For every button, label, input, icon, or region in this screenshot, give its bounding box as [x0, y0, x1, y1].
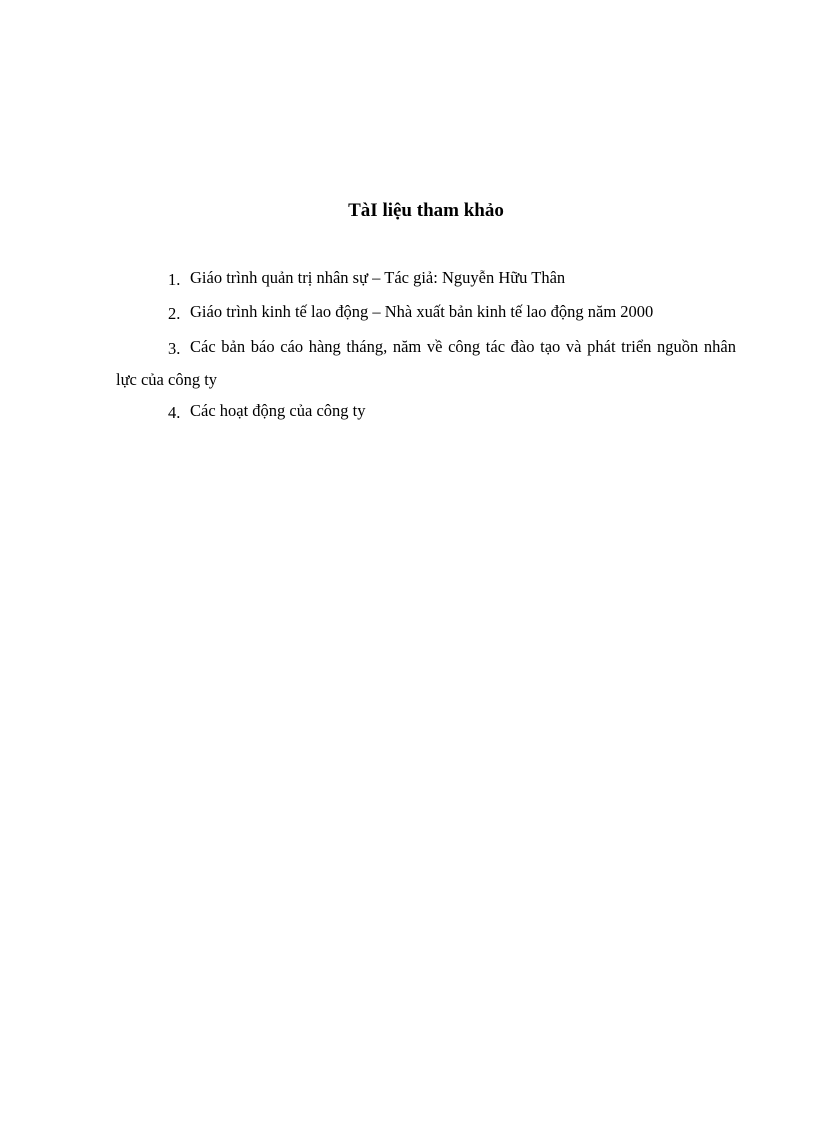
- reference-text: Các bản báo cáo hàng tháng, năm về công tác đào tạo và phát triển nguồn nhân lực của công ty: [116, 337, 736, 389]
- reference-list: [116, 262, 736, 429]
- reference-number: 1.: [168, 270, 181, 289]
- reference-item-1: [116, 262, 736, 296]
- reference-text: Giáo trình kinh tế lao động – Nhà xuất bản kinh tế lao động năm 2000: [190, 302, 654, 321]
- reference-number: 4.: [168, 403, 181, 422]
- reference-number: 2.: [168, 304, 181, 323]
- reference-text: Các hoạt động của công ty: [190, 401, 366, 420]
- page-title: TàI liệu tham khảo: [348, 200, 504, 221]
- reference-item-4: [116, 395, 736, 429]
- reference-number: 3.: [168, 339, 181, 358]
- reference-text: Giáo trình quản trị nhân sự – Tác giả: Nguyễn Hữu Thân: [190, 268, 566, 287]
- reference-item-3: [116, 331, 736, 395]
- reference-item-2: [116, 296, 736, 330]
